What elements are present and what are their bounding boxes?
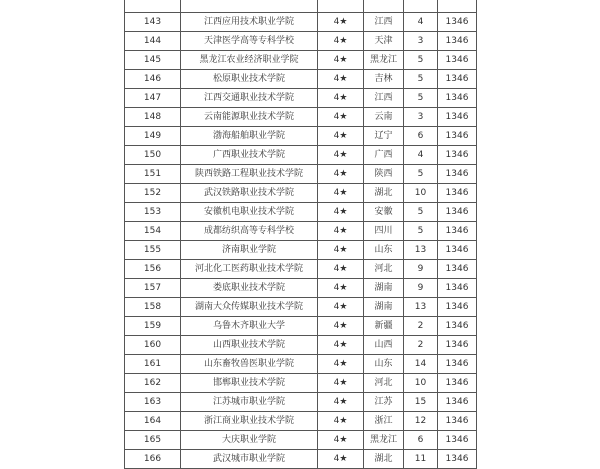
star-rating-cell: 4★ bbox=[318, 336, 364, 355]
star-rating-cell: 4★ bbox=[318, 317, 364, 336]
star-rating-cell: 4★ bbox=[318, 13, 364, 32]
rank-cell: 162 bbox=[125, 374, 181, 393]
province-cell: 广西 bbox=[364, 146, 404, 165]
province-cell: 湖南 bbox=[364, 279, 404, 298]
count-cell: 11 bbox=[404, 450, 438, 469]
province-cell: 陕西 bbox=[364, 165, 404, 184]
rank-cell bbox=[125, 0, 181, 13]
count-cell: 6 bbox=[404, 431, 438, 450]
rank-cell: 152 bbox=[125, 184, 181, 203]
ranking-table bbox=[124, 0, 477, 469]
rank-cell: 153 bbox=[125, 203, 181, 222]
rank-cell: 150 bbox=[125, 146, 181, 165]
score-cell: 1346 bbox=[438, 298, 477, 317]
table-row bbox=[125, 374, 477, 393]
province-cell: 山东 bbox=[364, 241, 404, 260]
star-rating-cell: 4★ bbox=[318, 241, 364, 260]
table-row bbox=[125, 165, 477, 184]
star-rating-cell: 4★ bbox=[318, 298, 364, 317]
school-name-cell: 大庆职业学院 bbox=[181, 431, 318, 450]
score-cell: 1346 bbox=[438, 412, 477, 431]
count-cell: 5 bbox=[404, 51, 438, 70]
province-cell: 吉林 bbox=[364, 70, 404, 89]
star-rating-cell: 4★ bbox=[318, 146, 364, 165]
province-cell: 江西 bbox=[364, 13, 404, 32]
rank-cell: 151 bbox=[125, 165, 181, 184]
province-cell: 浙江 bbox=[364, 412, 404, 431]
province-cell: 湖北 bbox=[364, 450, 404, 469]
star-rating-cell: 4★ bbox=[318, 184, 364, 203]
table-row bbox=[125, 108, 477, 127]
rank-cell: 159 bbox=[125, 317, 181, 336]
rank-cell: 154 bbox=[125, 222, 181, 241]
province-cell: 山西 bbox=[364, 336, 404, 355]
score-cell: 1346 bbox=[438, 146, 477, 165]
star-rating-cell: 4★ bbox=[318, 279, 364, 298]
count-cell: 5 bbox=[404, 70, 438, 89]
province-cell bbox=[364, 0, 404, 13]
score-cell: 1346 bbox=[438, 127, 477, 146]
rank-cell: 158 bbox=[125, 298, 181, 317]
school-name-cell: 武汉城市职业学院 bbox=[181, 450, 318, 469]
star-rating-cell: 4★ bbox=[318, 260, 364, 279]
count-cell: 2 bbox=[404, 336, 438, 355]
count-cell: 9 bbox=[404, 260, 438, 279]
table-row bbox=[125, 260, 477, 279]
count-cell: 5 bbox=[404, 222, 438, 241]
star-rating-cell: 4★ bbox=[318, 355, 364, 374]
school-name-cell: 江西交通职业技术学院 bbox=[181, 89, 318, 108]
table-row bbox=[125, 184, 477, 203]
rank-cell: 160 bbox=[125, 336, 181, 355]
score-cell: 1346 bbox=[438, 108, 477, 127]
star-rating-cell bbox=[318, 0, 364, 13]
school-name-cell: 天津医学高等专科学校 bbox=[181, 32, 318, 51]
rank-cell: 144 bbox=[125, 32, 181, 51]
province-cell: 湖北 bbox=[364, 184, 404, 203]
count-cell: 13 bbox=[404, 241, 438, 260]
school-name-cell: 浙江商业职业技术学院 bbox=[181, 412, 318, 431]
star-rating-cell: 4★ bbox=[318, 89, 364, 108]
school-name-cell: 陕西铁路工程职业技术学院 bbox=[181, 165, 318, 184]
count-cell: 4 bbox=[404, 13, 438, 32]
province-cell: 天津 bbox=[364, 32, 404, 51]
score-cell: 1346 bbox=[438, 51, 477, 70]
rank-cell: 148 bbox=[125, 108, 181, 127]
province-cell: 黑龙江 bbox=[364, 51, 404, 70]
count-cell: 5 bbox=[404, 89, 438, 108]
star-rating-cell: 4★ bbox=[318, 51, 364, 70]
rank-cell: 149 bbox=[125, 127, 181, 146]
table-row bbox=[125, 203, 477, 222]
count-cell: 13 bbox=[404, 298, 438, 317]
star-rating-cell: 4★ bbox=[318, 412, 364, 431]
table-row bbox=[125, 412, 477, 431]
rank-cell: 165 bbox=[125, 431, 181, 450]
table-row bbox=[125, 222, 477, 241]
score-cell: 1346 bbox=[438, 241, 477, 260]
school-name-cell: 江西应用技术职业学院 bbox=[181, 13, 318, 32]
star-rating-cell: 4★ bbox=[318, 70, 364, 89]
count-cell: 5 bbox=[404, 203, 438, 222]
score-cell: 1346 bbox=[438, 165, 477, 184]
school-name-cell: 云南能源职业技术学院 bbox=[181, 108, 318, 127]
rank-cell: 145 bbox=[125, 51, 181, 70]
table-row bbox=[125, 127, 477, 146]
score-cell: 1346 bbox=[438, 203, 477, 222]
score-cell: 1346 bbox=[438, 89, 477, 108]
province-cell: 黑龙江 bbox=[364, 431, 404, 450]
table-row bbox=[125, 89, 477, 108]
table-row bbox=[125, 431, 477, 450]
school-name-cell: 松原职业技术学院 bbox=[181, 70, 318, 89]
province-cell: 江苏 bbox=[364, 393, 404, 412]
rank-cell: 143 bbox=[125, 13, 181, 32]
province-cell: 云南 bbox=[364, 108, 404, 127]
rank-cell: 157 bbox=[125, 279, 181, 298]
school-name-cell: 济南职业学院 bbox=[181, 241, 318, 260]
table-row bbox=[125, 298, 477, 317]
score-cell: 1346 bbox=[438, 184, 477, 203]
count-cell: 15 bbox=[404, 393, 438, 412]
table-row bbox=[125, 70, 477, 89]
rank-cell: 161 bbox=[125, 355, 181, 374]
table-row bbox=[125, 317, 477, 336]
score-cell: 1346 bbox=[438, 355, 477, 374]
school-name-cell: 成都纺织高等专科学校 bbox=[181, 222, 318, 241]
province-cell: 河北 bbox=[364, 260, 404, 279]
school-name-cell: 河北化工医药职业技术学院 bbox=[181, 260, 318, 279]
count-cell: 2 bbox=[404, 317, 438, 336]
table-row bbox=[125, 13, 477, 32]
score-cell: 1346 bbox=[438, 222, 477, 241]
province-cell: 新疆 bbox=[364, 317, 404, 336]
table-row bbox=[125, 279, 477, 298]
count-cell: 10 bbox=[404, 184, 438, 203]
table-row bbox=[125, 0, 477, 13]
rank-cell: 147 bbox=[125, 89, 181, 108]
score-cell: 1346 bbox=[438, 336, 477, 355]
count-cell: 12 bbox=[404, 412, 438, 431]
province-cell: 四川 bbox=[364, 222, 404, 241]
count-cell: 5 bbox=[404, 165, 438, 184]
star-rating-cell: 4★ bbox=[318, 203, 364, 222]
province-cell: 山东 bbox=[364, 355, 404, 374]
rank-cell: 146 bbox=[125, 70, 181, 89]
score-cell: 1346 bbox=[438, 279, 477, 298]
school-name-cell: 黑龙江农业经济职业学院 bbox=[181, 51, 318, 70]
school-name-cell: 江苏城市职业学院 bbox=[181, 393, 318, 412]
school-name-cell: 安徽机电职业技术学院 bbox=[181, 203, 318, 222]
school-name-cell: 娄底职业技术学院 bbox=[181, 279, 318, 298]
province-cell: 湖南 bbox=[364, 298, 404, 317]
star-rating-cell: 4★ bbox=[318, 32, 364, 51]
star-rating-cell: 4★ bbox=[318, 165, 364, 184]
rank-cell: 155 bbox=[125, 241, 181, 260]
count-cell: 14 bbox=[404, 355, 438, 374]
score-cell: 1346 bbox=[438, 13, 477, 32]
rank-cell: 156 bbox=[125, 260, 181, 279]
count-cell: 9 bbox=[404, 279, 438, 298]
rank-cell: 163 bbox=[125, 393, 181, 412]
school-name-cell: 山东畜牧兽医职业学院 bbox=[181, 355, 318, 374]
star-rating-cell: 4★ bbox=[318, 222, 364, 241]
rank-cell: 166 bbox=[125, 450, 181, 469]
province-cell: 辽宁 bbox=[364, 127, 404, 146]
province-cell: 江西 bbox=[364, 89, 404, 108]
school-name-cell bbox=[181, 0, 318, 13]
star-rating-cell: 4★ bbox=[318, 450, 364, 469]
table-row bbox=[125, 241, 477, 260]
star-rating-cell: 4★ bbox=[318, 374, 364, 393]
school-name-cell: 渤海船舶职业学院 bbox=[181, 127, 318, 146]
count-cell: 3 bbox=[404, 108, 438, 127]
table-row bbox=[125, 146, 477, 165]
score-cell: 1346 bbox=[438, 32, 477, 51]
school-name-cell: 乌鲁木齐职业大学 bbox=[181, 317, 318, 336]
count-cell: 3 bbox=[404, 32, 438, 51]
table-row bbox=[125, 450, 477, 469]
table-row bbox=[125, 336, 477, 355]
count-cell: 10 bbox=[404, 374, 438, 393]
rank-cell: 164 bbox=[125, 412, 181, 431]
table-row bbox=[125, 393, 477, 412]
table-row bbox=[125, 355, 477, 374]
score-cell: 1346 bbox=[438, 260, 477, 279]
school-name-cell: 广西职业技术学院 bbox=[181, 146, 318, 165]
score-cell: 1346 bbox=[438, 431, 477, 450]
count-cell: 6 bbox=[404, 127, 438, 146]
score-cell: 1346 bbox=[438, 393, 477, 412]
score-cell bbox=[438, 0, 477, 13]
school-name-cell: 山西职业技术学院 bbox=[181, 336, 318, 355]
table-row bbox=[125, 51, 477, 70]
school-name-cell: 湖南大众传媒职业技术学院 bbox=[181, 298, 318, 317]
star-rating-cell: 4★ bbox=[318, 127, 364, 146]
count-cell bbox=[404, 0, 438, 13]
province-cell: 河北 bbox=[364, 374, 404, 393]
ranking-table-body bbox=[125, 0, 477, 469]
score-cell: 1346 bbox=[438, 374, 477, 393]
school-name-cell: 邯郸职业技术学院 bbox=[181, 374, 318, 393]
star-rating-cell: 4★ bbox=[318, 393, 364, 412]
score-cell: 1346 bbox=[438, 317, 477, 336]
school-name-cell: 武汉铁路职业技术学院 bbox=[181, 184, 318, 203]
star-rating-cell: 4★ bbox=[318, 431, 364, 450]
score-cell: 1346 bbox=[438, 450, 477, 469]
count-cell: 4 bbox=[404, 146, 438, 165]
score-cell: 1346 bbox=[438, 70, 477, 89]
province-cell: 安徽 bbox=[364, 203, 404, 222]
table-row bbox=[125, 32, 477, 51]
star-rating-cell: 4★ bbox=[318, 108, 364, 127]
